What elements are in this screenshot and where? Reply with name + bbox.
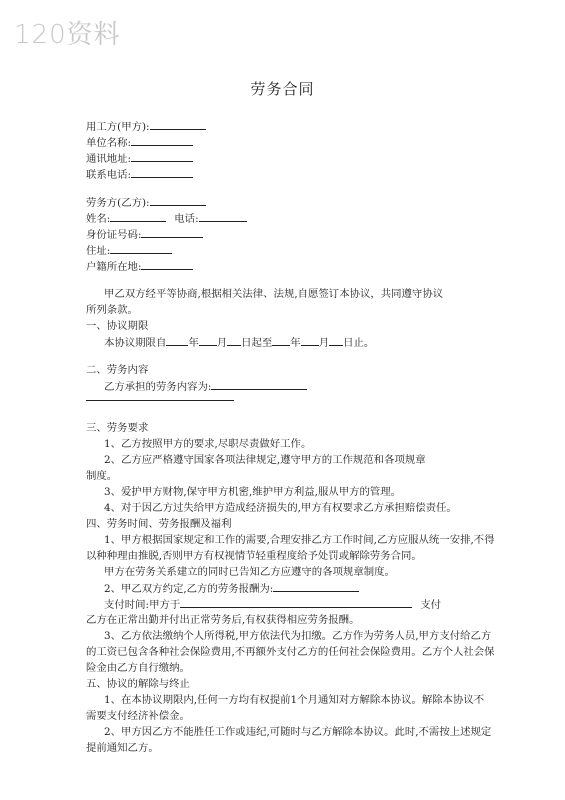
hukou-field [86, 260, 193, 274]
residence-field [86, 244, 172, 258]
pay-label: 2、甲乙双方约定,乙方的劳务报酬为: [104, 583, 274, 595]
contract-title: 劳务合同 [250, 80, 315, 98]
section-5-heading: 五、协议的解除与终止 [86, 678, 190, 690]
req-1: 1、乙方按照甲方的要求,尽职尽责做好工作。 [104, 438, 312, 450]
time-1a: 1、甲方根据国家规定和工作的需要,合理安排乙方工作时间,乙方应服从统一安排,不得 [104, 534, 495, 546]
term-from-label: 本协议期限自 [104, 337, 167, 349]
unit-name-blank [131, 136, 193, 146]
start-day-blank [227, 336, 241, 346]
unit-name-label: 单位名称: [86, 137, 132, 149]
name-blank [110, 212, 166, 222]
work-content-line [104, 380, 307, 394]
employer-label: 用工方(甲方): [86, 121, 150, 133]
name-label: 姓名: [86, 213, 111, 225]
employer-field [86, 120, 206, 134]
work-content-label: 乙方承担的劳务内容为: [104, 381, 212, 393]
tel-blank [199, 212, 247, 222]
unit-name-field [86, 136, 193, 150]
pay-blank [273, 582, 359, 592]
id-blank [141, 228, 203, 238]
watermark-logo: 120资料 [14, 20, 121, 50]
start-year-blank [166, 336, 188, 346]
req-2b: 制度。 [86, 470, 118, 482]
intro-line-2: 所列条款。 [86, 304, 138, 316]
pay-time-line [104, 598, 441, 612]
phone-blank [131, 168, 193, 178]
address-blank [131, 152, 193, 162]
tax-3a: 3、乙方依法缴纳个人所得税,甲方依法代为扣缴。乙方作为劳务人员,甲方支付给乙方 [104, 630, 492, 642]
worker-label: 劳务方(乙方): [86, 197, 150, 209]
address-field [86, 152, 193, 166]
hukou-blank [141, 260, 193, 270]
end-label: 日止。 [343, 337, 375, 349]
section-4-heading: 四、劳务时间、劳务报酬及福利 [86, 518, 232, 530]
start-month-blank [199, 336, 217, 346]
end-month-blank [301, 336, 319, 346]
phone-field [86, 168, 193, 182]
term-line [104, 336, 374, 350]
req-4: 4、对于因乙方过失给甲方造成经济损失的,甲方有权要求乙方承担赔偿责任。 [104, 502, 457, 514]
section-1-heading: 一、协议期限 [86, 320, 149, 332]
work-content-rule [86, 400, 234, 401]
tax-3b: 的工资已包含各种社会保险费用,不再额外支付乙方的任何社会保险费用。乙方个人社会保 [86, 646, 495, 658]
section-3-heading: 三、劳务要求 [86, 422, 149, 434]
residence-blank [110, 244, 172, 254]
section-2-heading: 二、劳务内容 [86, 364, 149, 376]
until-label: 日起至 [241, 337, 273, 349]
end-day-blank [329, 336, 343, 346]
pay-time-label: 支付时间:甲方于 [104, 599, 181, 611]
month-label-2: 月 [318, 337, 330, 349]
tax-3c: 险金由乙方自行缴纳。 [86, 662, 190, 674]
pay-normal: 乙方在正常出勤并付出正常劳务后,有权获得相应劳务报酬。 [86, 614, 360, 626]
residence-label: 住址: [86, 245, 111, 257]
worker-blank [150, 196, 206, 206]
id-label: 身份证号码: [86, 229, 142, 241]
hukou-label: 户籍所在地: [86, 261, 142, 273]
phone-label: 联系电话: [86, 169, 132, 181]
year-label-2: 年 [290, 337, 301, 349]
name-tel-field [86, 212, 247, 226]
pay-line [104, 582, 359, 596]
work-content-blank [211, 380, 307, 390]
req-2a: 2、乙方应严格遵守国家各项法律规定,遵守甲方的工作规范和各项规章 [104, 454, 426, 466]
req-3: 3、爱护甲方财物,保守甲方机密,维护甲方利益,服从甲方的管理。 [104, 486, 402, 498]
year-label: 年 [188, 337, 199, 349]
end-year-blank [272, 336, 290, 346]
term-1b: 需要支付经济补偿金。 [86, 710, 190, 722]
id-field [86, 228, 203, 242]
pay-time-blank [180, 598, 412, 608]
term-2a: 2、甲方因乙方不能胜任工作或违纪,可随时与乙方解除本协议。此时,不需按上述规定 [104, 726, 492, 738]
worker-field [86, 196, 206, 210]
pay-suffix: 支付 [420, 599, 442, 611]
time-1c: 甲方在劳务关系建立的同时已告知乙方应遵守的各项规章制度。 [104, 566, 395, 578]
employer-blank [150, 120, 206, 130]
term-2b: 提前通知乙方。 [86, 742, 159, 754]
tel-label: 电话: [174, 213, 199, 225]
intro-line-1: 甲乙双方经平等协商,根据相关法律、法规,自愿签订本协议，共同遵守协议 [104, 288, 444, 300]
term-1a: 1、在本协议期限内,任何一方均有权提前1个月通知对方解除本协议。解除本协议不 [104, 694, 485, 706]
month-label: 月 [216, 337, 228, 349]
address-label: 通讯地址: [86, 153, 132, 165]
time-1b: 以种种理由推脱,否则甲方有权视情节轻重程度给予处罚或解除劳务合同。 [86, 550, 422, 562]
